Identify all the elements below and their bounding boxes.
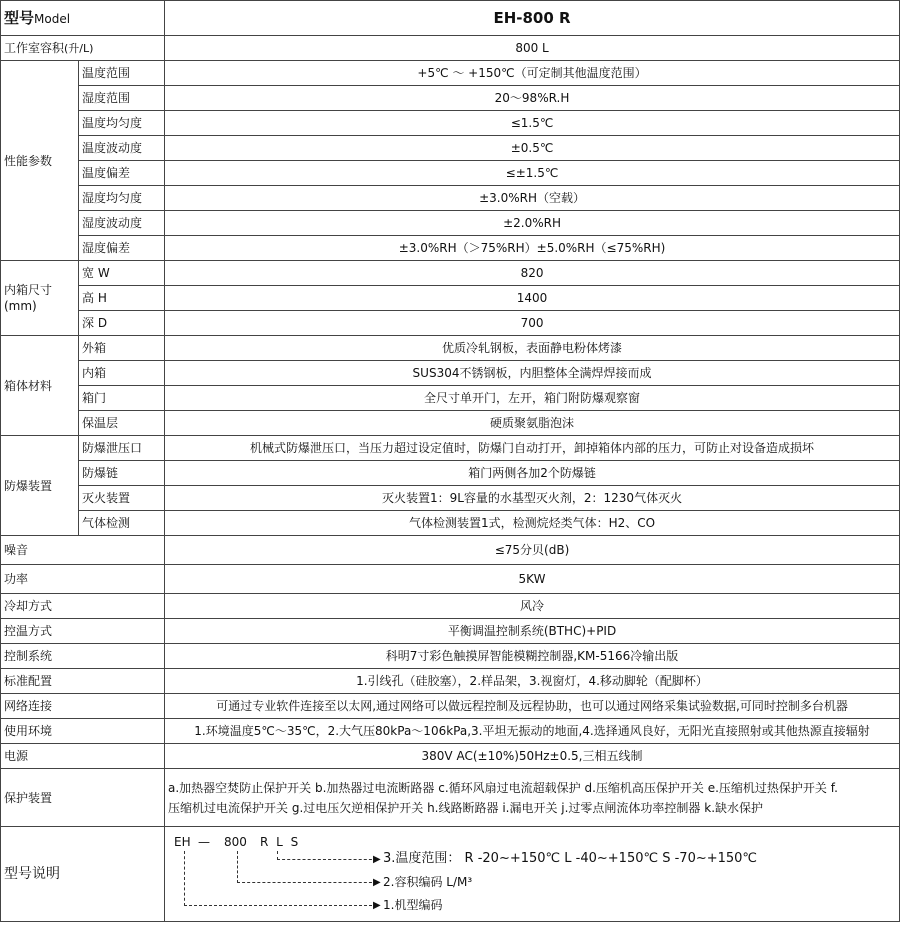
perf-value: 20～98%R.H (165, 86, 900, 111)
general-name: 功率 (1, 565, 165, 594)
general-name: 电源 (1, 744, 165, 769)
volume-label: 工作室容积 (4, 40, 65, 55)
explosion-value: 机械式防爆泄压口，当压力超过设定值时，防爆门自动打开，卸掉箱体内部的压力，可防止对设备造成损坏 (165, 436, 900, 461)
general-name: 使用环境 (1, 719, 165, 744)
material-name: 内箱 (79, 361, 165, 386)
general-value: 科明7寸彩色触摸屏智能模糊控制器,KM-5166冷输出版 (165, 644, 900, 669)
general-name: 控制系统 (1, 644, 165, 669)
perf-value: ±0.5℃ (165, 136, 900, 161)
size-name: 深 D (79, 311, 165, 336)
perf-value: ≤1.5℃ (165, 111, 900, 136)
code-rls: R L S (260, 835, 301, 849)
explosion-name: 防爆泄压口 (79, 436, 165, 461)
material-value: 硬质聚氨脂泡沫 (165, 411, 900, 436)
perf-value: +5℃ ～ +150℃（可定制其他温度范围） (165, 61, 900, 86)
explosion-name: 气体检测 (79, 511, 165, 536)
explosion-name: 防爆链 (79, 461, 165, 486)
connector-line (184, 905, 377, 906)
model-label-en: Model (34, 11, 71, 26)
general-value: 1.环境温度5℃～35℃，2.大气压80kPa～106kPa,3.平坦无振动的地面,4.选择通风良好，无阳光直接照射或其他热源直接辐射 (165, 719, 900, 744)
protection-line: 压缩机过电流保护开关 g.过电压欠逆相保护开关 h.线路断路器 i.漏电开关 j.过零点闸流体功率控制器 k.缺水保护 (168, 800, 764, 815)
inner-size-unit: (mm) (4, 299, 37, 313)
connector-line (277, 859, 377, 860)
material-name: 外箱 (79, 336, 165, 361)
model-desc-item2: 2.容积编码 L/M³ (383, 875, 473, 889)
perf-value: ≤±1.5℃ (165, 161, 900, 186)
general-value: 1.引线孔（硅胶塞），2.样品架，3.视窗灯，4.移动脚轮（配脚杯） (165, 669, 900, 694)
general-name: 标准配置 (1, 669, 165, 694)
size-name: 高 H (79, 286, 165, 311)
general-value: 380V AC(±10%)50Hz±0.5,三相五线制 (165, 744, 900, 769)
model-code-diagram (165, 827, 899, 921)
material-value: SUS304不锈钢板，内胆整体全满焊焊接而成 (165, 361, 900, 386)
model-header-cell (1, 1, 165, 36)
general-name: 网络连接 (1, 694, 165, 719)
perf-name: 湿度均匀度 (79, 186, 165, 211)
perf-name: 温度范围 (79, 61, 165, 86)
explosion-value: 灭火装置1：9L容量的水基型灭火剂，2：1230气体灭火 (165, 486, 900, 511)
model-value: EH-800 R (165, 1, 900, 36)
code-800: 800 (224, 835, 247, 849)
connector-line (237, 851, 238, 883)
volume-unit: (升/L) (64, 41, 94, 55)
explosion-label: 防爆装置 (1, 436, 79, 536)
arrow-icon: ▶ (373, 900, 381, 911)
explosion-name: 灭火装置 (79, 486, 165, 511)
perf-name: 湿度范围 (79, 86, 165, 111)
volume-value: 800 L (165, 36, 900, 61)
code-dash: — (198, 835, 211, 849)
general-value: ≤75分贝(dB) (165, 536, 900, 565)
material-label: 箱体材料 (1, 336, 79, 436)
perf-name: 湿度波动度 (79, 211, 165, 236)
performance-label: 性能参数 (1, 61, 79, 261)
connector-line (237, 882, 377, 883)
size-value: 820 (165, 261, 900, 286)
protection-label: 保护装置 (1, 769, 165, 827)
perf-value: ±2.0%RH (165, 211, 900, 236)
general-value: 平衡调温控制系统(BTHC)+PID (165, 619, 900, 644)
code-eh: EH (174, 835, 191, 849)
general-name: 冷却方式 (1, 594, 165, 619)
general-name: 控温方式 (1, 619, 165, 644)
model-desc-item3: 3.温度范围： R -20~+150℃ L -40~+150℃ S -70~+150℃ (383, 851, 758, 866)
perf-value: ±3.0%RH（空载） (165, 186, 900, 211)
explosion-value: 箱门两侧各加2个防爆链 (165, 461, 900, 486)
size-name: 宽 W (79, 261, 165, 286)
material-value: 优质冷轧钢板，表面静电粉体烤漆 (165, 336, 900, 361)
perf-name: 温度偏差 (79, 161, 165, 186)
arrow-icon: ▶ (373, 877, 381, 888)
protection-value-cell (165, 769, 900, 827)
material-value: 全尺寸单开门，左开，箱门附防爆观察窗 (165, 386, 900, 411)
general-name: 噪音 (1, 536, 165, 565)
material-name: 箱门 (79, 386, 165, 411)
model-label: 型号 (4, 8, 35, 27)
perf-name: 湿度偏差 (79, 236, 165, 261)
arrow-icon: ▶ (373, 854, 381, 865)
size-value: 700 (165, 311, 900, 336)
general-value: 风冷 (165, 594, 900, 619)
perf-name: 温度均匀度 (79, 111, 165, 136)
explosion-value: 气体检测装置1式，检测烷烃类气体：H2、CO (165, 511, 900, 536)
general-value: 5KW (165, 565, 900, 594)
perf-name: 温度波动度 (79, 136, 165, 161)
volume-label-cell (1, 36, 165, 61)
material-name: 保温层 (79, 411, 165, 436)
model-desc-label: 型号说明 (1, 827, 165, 922)
protection-line: a.加热器空焚防止保护开关 b.加热器过电流断路器 c.循环风扇过电流超载保护 d.压缩机高压保护开关 e.压缩机过热保护开关 f. (168, 780, 838, 795)
inner-size-label-cell (1, 261, 79, 336)
general-value: 可通过专业软件连接至以太网,通过网络可以做远程控制及远程协助，也可以通过网络采集试验数据,可同时控制多台机器 (165, 694, 900, 719)
model-desc-item1: 1.机型编码 (383, 898, 443, 912)
size-value: 1400 (165, 286, 900, 311)
model-desc-diagram-cell (165, 827, 900, 922)
inner-size-label: 内箱尺寸 (4, 283, 53, 297)
perf-value: ±3.0%RH（＞75%RH）±5.0%RH（≤75%RH) (165, 236, 900, 261)
connector-line (184, 851, 185, 906)
